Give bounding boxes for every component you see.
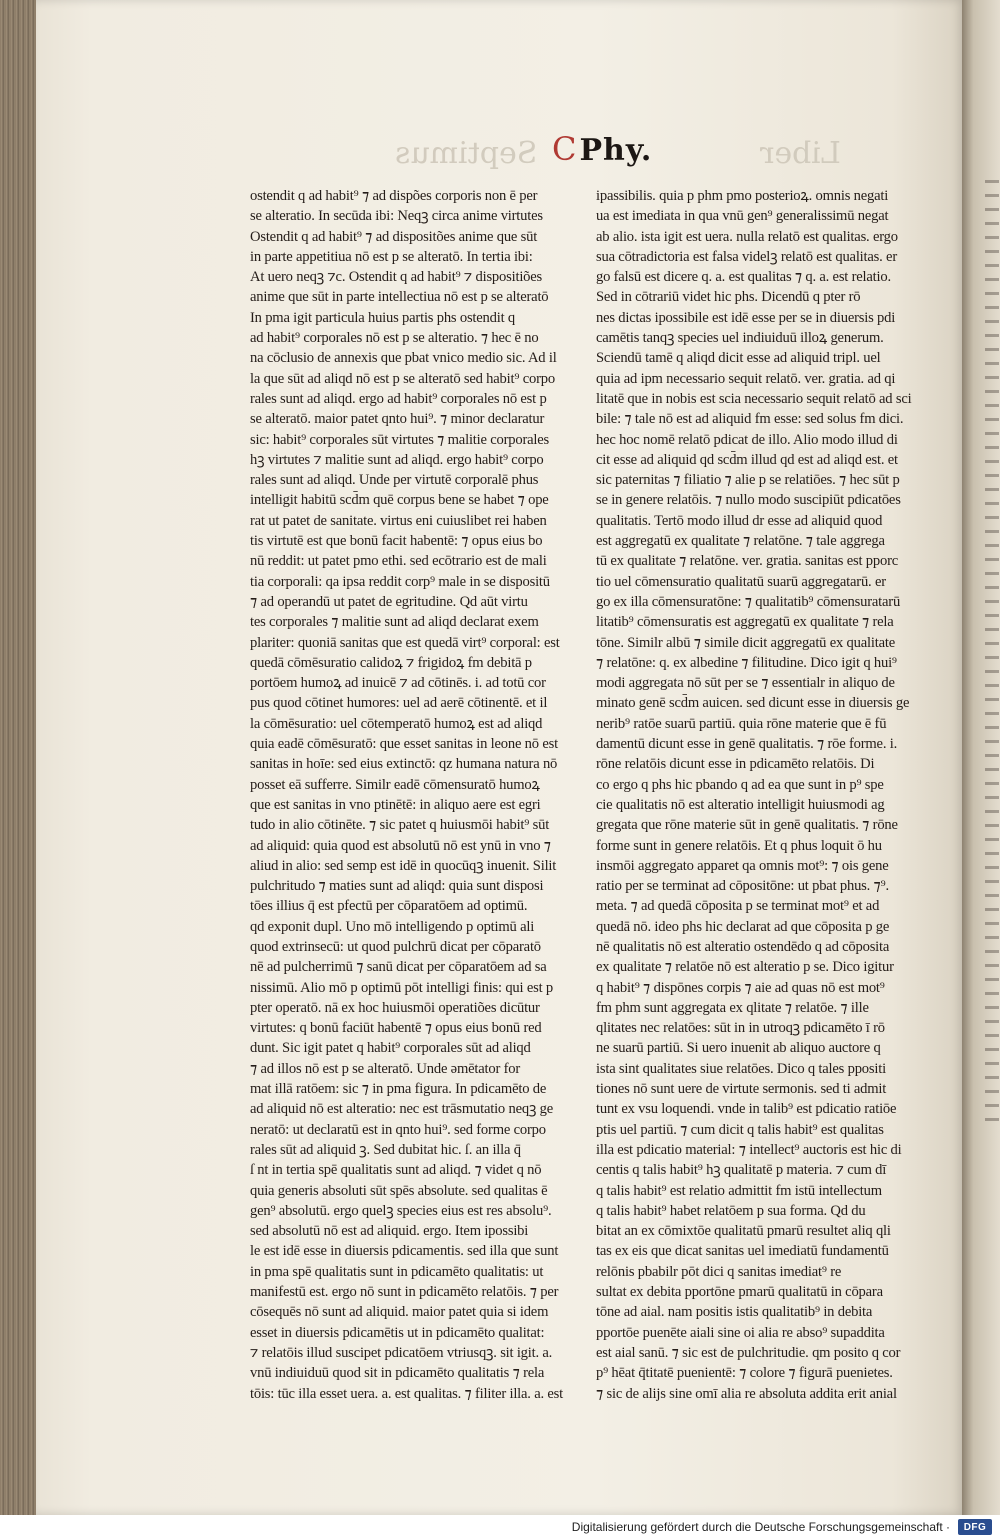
text-line: nē ad pulcherrimū ⁊ sanū dicat per cōparatōem ad sa [250, 959, 547, 976]
text-line: ſ nt in tertia spē qualitatis sunt ad aliqd. ⁊ videt q nō [250, 1162, 542, 1179]
text-line: rales sunt ad aliqd. ergo ad habit⁹ corporales nō est p [250, 390, 547, 407]
text-line: ostendit q ad habit⁹ ⁊ ad dispões corporis non ē per [250, 188, 538, 204]
text-line: pter operatō. nā ex hoc huiusmōi operatiões dicūtur [250, 999, 540, 1016]
running-head [552, 130, 652, 168]
text-line: aliud in alio: sed semp est idē in quocūqꝫ inuenit. Silit [250, 857, 557, 874]
text-line: tunt ex vsu loquendi. vnde in talib⁹ est pdicatio ratiōe [596, 1101, 897, 1118]
text-line: tas ex eis que dicat sanitas uel imediatū fundamentū [596, 1243, 889, 1260]
text-line: gregata que rōne materie sūt in genē qualitatis. ⁊ rōne [596, 817, 898, 834]
text-line: se in genere relatōis. ⁊ nullo modo suscipiūt pdicatōes [596, 492, 901, 509]
text-line: Ostendit q ad habit⁹ ⁊ ad dispositões anime que sūt [250, 228, 538, 245]
text-line: na cōclusio de annexis que pbat vnico medio sic. Ad il [250, 350, 557, 367]
text-line: ad aliquid nō est alteratio: nec est trāsmutatio neqꝫ ge [250, 1101, 554, 1118]
text-line: quia eadē cōmēsuratō: que esset sanitas in leone nō est [250, 736, 558, 753]
show-through-text-right: Liber [760, 136, 841, 171]
text-line: centis q talis habit⁹ hꝫ qualitatē p materia. ⁊ cum dī [596, 1162, 887, 1179]
text-line: qlitates nec relatōes: sūt in in utroqꝫ pdicamēto ī rō [596, 1020, 885, 1037]
text-line: ⁊ ad operandū ut patet de egritudine. Qd aūt virtu [250, 593, 528, 610]
text-line: ratio per se terminat ad cōpositōne: ut pbat phus. ⁊⁹. [596, 878, 889, 895]
text-line: ⁊ ad illos nō est p se alteratō. Unde əmētator for [250, 1060, 520, 1077]
text-line: tio uel cōmensuratio qualitatū suarū aggregatarū. er [596, 573, 886, 590]
text-line: p⁹ hēat q̄titatē puenientē: ⁊ colore ⁊ figurā puenietes. [596, 1365, 893, 1382]
text-line: Sed in cōtrariū videt hic phs. Dicendū q pter rō [596, 289, 861, 306]
text-line: dunt. Sic igit patet q habit⁹ corporales sūt ad aliqd [250, 1040, 531, 1057]
text-line: virtutes: q bonū faciūt habentē ⁊ opus eius bonū red [250, 1020, 542, 1037]
text-line: sultat ex debita pportōne pmarū qualitatū in cōpara [596, 1284, 883, 1301]
text-line: co ergo q phs hic pbando q ad ea que sunt in p⁹ spe [596, 776, 884, 793]
text-line: que est sanitas in vno ptinētē: in aliquo aere est egri [250, 796, 541, 813]
text-line: quedā nō. ideo phs hic declarat ad que cōposita p ge [596, 918, 890, 935]
text-line: le est idē esse in diuersis pdicamentis. sed illa que sunt [250, 1243, 559, 1260]
text-line: rōne relatōis dicunt esse in pdicamēto relatōis. Di [596, 756, 875, 773]
text-line: modi aggregata nō sūt per se ⁊ essentialr in aliquo de [596, 675, 895, 692]
text-line: sua cōtradictoria est falsa videlꝫ relatō est qualitas. er [596, 248, 897, 265]
text-line: ista sint qualitates siue relatōes. Dico q tales ppositi [596, 1060, 886, 1077]
text-line: sic paternitas ⁊ filiatio ⁊ alie p se relatiōes. ⁊ hec sūt p [596, 472, 900, 489]
text-line: bitat an ex cōmixtōe qualitatū pmarū resultet aliq qli [596, 1223, 891, 1240]
text-line: tōis: tūc illa esset uera. a. est qualitas. ⁊ filiter illa. a. est [250, 1385, 563, 1402]
text-line: insmōi aggregato apparet qa omnis mot⁹: ⁊ ois gene [596, 857, 889, 874]
text-line: ex qualitate ⁊ relatōe nō est alteratio p se. Dico igitur [596, 959, 894, 976]
text-line: q habit⁹ ⁊ dispōnes corpis ⁊ aie ad quas nō est mot⁹ [596, 979, 885, 996]
text-line: ptis uel partiū. ⁊ cum dicit q talis habit⁹ est qualitas [596, 1121, 884, 1138]
text-line: tis virtutē est que bonū facit habentē: ⁊ opus eius bo [250, 533, 543, 550]
text-line: nerib⁹ ratōe suarū partiū. quia rōne materie que ē fū [596, 715, 887, 732]
text-line: in pma spē qualitatis sunt in pdicamēto qualitatis: ut [250, 1263, 544, 1280]
text-line: manifestū est. ergo nō sunt in pdicamēto relatōis. ⁊ per [250, 1284, 559, 1301]
text-line: At uero neqꝫ ⁊c. Ostendit q ad habit⁹ ⁊ dispositiões [250, 269, 543, 286]
running-head-title: Phy. [579, 133, 653, 168]
digitization-footer [0, 1515, 1000, 1539]
text-line: sanitas in hoīe: sed eius extinctō: qz humana natura nō [250, 756, 558, 773]
text-line: nissimū. Alio mō p optimū pōt intelligi finis: qui est p [250, 979, 553, 996]
text-line: quedā cōmēsuratio calidoꝝ ⁊ frigidoꝝ fm debitā p [250, 654, 532, 671]
text-line: qualitatis. Tertō modo illud dr esse ad aliquid quod [596, 512, 883, 529]
text-line: ua est imediata in qua vnū gen⁹ generalissimū negat [596, 208, 889, 225]
text-line: gen⁹ absolutū. ergo quelꝫ species eius est res absolu⁹. [250, 1202, 552, 1219]
text-line: est aial sanū. ⁊ sic est de pulchritudie. qm posito q cor [596, 1344, 901, 1361]
text-line: ad habit⁹ corporales nō est p se alteratio. ⁊ hec ē no [250, 330, 539, 347]
text-line: litatē que in nobis est scia necessario sequit relatō ad sci [596, 390, 912, 407]
text-line: nē qualitatis nō est alteratio ostendēdo q ad cōposita [596, 938, 890, 955]
text-line: esset in diuersis pdicamētis ut in pdicamēto qualitat: [250, 1324, 545, 1341]
text-line: ⁊ relatōne: q. ex albedine ⁊ filitudine. Dico igit q hui⁹ [596, 654, 897, 671]
text-line: cit esse ad aliquid qd scd̄m illud qd est ad aliqd est. et [596, 451, 898, 468]
text-line: la cōmēsuratio: uel cōtemperatō humoꝝ est ad aliqd [250, 715, 543, 732]
running-head-initial: C [552, 130, 578, 168]
text-line: nū reddit: ut patet pmo ethi. sed ecōtrario est de mali [250, 553, 547, 570]
text-line: pus quod cōtinet humores: uel ad aerē cōtinentē. et il [250, 695, 548, 712]
text-line: la que sūt ad aliqd nō est p se alteratō sed habit⁹ corpo [250, 370, 555, 387]
text-line: se alteratio. In secūda ibi: Neqꝫ circa anime virtutes [250, 208, 543, 225]
text-line: rat ut patet de sanitate. virtus eni cuiuslibet rei haben [250, 512, 547, 529]
text-line: ab alio. ista igit est uera. nulla relatō est qualitas. ergo [596, 228, 898, 245]
text-line: tia corporali: qa ipsa reddit corp⁹ male in se dispositū [250, 573, 550, 590]
text-line: quia ad ipm necessario sequit relatō. ver. gratia. ad qi [596, 370, 896, 387]
text-line: vnū indiuiduū quod sit in pdicamēto qualitatis ⁊ rela [250, 1365, 545, 1382]
text-line: q talis habit⁹ habet relatōem p sua forma. Qd du [596, 1202, 866, 1219]
dfg-logo: DFG [958, 1519, 992, 1535]
text-line: pportōe puenēte aiali sine oi alia re abso⁹ supaddita [596, 1324, 885, 1341]
text-line: plariter: quoniā sanitas que est quedā virt⁹ corporal: est [250, 634, 560, 651]
text-line: sic: habit⁹ corporales sūt virtutes ⁊ malitie corporales [250, 431, 550, 448]
text-line: go ex illa cōmensuratōne: ⁊ qualitatib⁹ cōmensuratarū [596, 593, 901, 610]
text-line: est aggregatū ex qualitate ⁊ relatōne. ⁊ tale aggrega [596, 533, 885, 550]
text-line: rales sunt ad aliqd. Unde per virtutē corporalē phus [250, 472, 539, 489]
show-through-text-left: Septimus [395, 136, 538, 171]
text-line: go falsū est dicere q. a. est qualitas ⁊ q. a. est relatio. [596, 269, 891, 286]
text-line: ad aliquid: quia quod est absolutū nō est ynū in vno ⁊ [250, 837, 551, 854]
text-line: litatib⁹ cōmensuratis est aggregatū ex qualitate ⁊ rela [596, 614, 894, 631]
text-line: anime que sūt in parte intellectiua nō est p se alteratō [250, 289, 549, 306]
text-line: fm phm sunt aggregata ex qlitate ⁊ relatōe. ⁊ ille [596, 999, 869, 1016]
text-line: cie qualitatis nō est alteratio intelligit huiusmodi ag [596, 796, 885, 813]
text-line: relōnis pbabilr pōt dici q sanitas imediat⁹ re [596, 1263, 842, 1280]
text-line: tes corporales ⁊ malitie sunt ad aliqd declarat exem [250, 614, 539, 631]
text-line: intelligit habitū scd̄m quē corpus bene se habet ⁊ ope [250, 492, 549, 509]
text-column-left [250, 186, 580, 1404]
text-line: Sciendū tamē q aliqd dicit esse ad aliquid tripl. uel [596, 350, 881, 367]
text-line: ipassibilis. quia p phm pmo posterioꝝ. omnis negati [596, 188, 889, 204]
text-line: forme sunt in genere relatōis. Et q phus loquit ō hu [596, 837, 882, 854]
facing-page-text-sliver [985, 180, 999, 1130]
text-line: ⁊ sic de alijs sine omī alia re absoluta addita erit anial [596, 1385, 897, 1402]
text-line: qd exponit dupl. Uno mō intelligendo p optimū ali [250, 918, 535, 935]
text-line: quia generis absoluti sūt spēs absolute. sed qualitas ē [250, 1182, 548, 1199]
text-line: cōsequēs nō sunt ad aliquid. maior patet quia si idem [250, 1304, 549, 1321]
text-line: damentū dicunt esse in genē qualitatis. ⁊ rōe forme. i. [596, 736, 898, 753]
text-column-right [596, 186, 934, 1404]
text-line: camētis tanqꝫ species uel indiuiduū illoꝝ generum. [596, 330, 884, 347]
text-line: bile: ⁊ tale nō est ad aliquid fm esse: sed solus fm dici. [596, 411, 904, 428]
text-line: In pma igit particula huius partis phs ostendit q [250, 309, 516, 326]
text-line: hec hoc nomē relatō pdicat de illo. Alio modo illud di [596, 431, 898, 448]
text-line: quod extrinsecū: ut quod pulchrū dicat per cōparatō [250, 938, 541, 955]
text-line: tōne. Similr albū ⁊ simile dicit aggregatū ex qualitate [596, 634, 895, 651]
text-line: tōes illius q̄ est pfectū per cōparatōem ad optimū. [250, 898, 528, 915]
text-line: rales sūt ad aliquid ꝫ. Sed dubitat hic. ſ. an illa q̄ [250, 1141, 521, 1158]
text-line: tōne ad aial. nam positis istis qualitatib⁹ in debita [596, 1304, 873, 1321]
text-line: pulchritudo ⁊ maties sunt ad aliqd: quia sunt disposi [250, 878, 544, 895]
text-line: tudo in alio cōtinēte. ⁊ sic patet q huiusmōi habit⁹ sūt [250, 817, 550, 834]
text-line: posset eā sufferre. Similr eadē cōmensuratō humoꝝ [250, 776, 540, 793]
text-line: q talis habit⁹ est relatio admittit fm istū intellectum [596, 1182, 882, 1199]
text-line: tū ex qualitate ⁊ relatōne. ver. gratia. sanitas est pporc [596, 553, 899, 570]
text-line: portōem humoꝝ ad inuicē ⁊ ad cōtinēs. i. ad totū cor [250, 675, 546, 692]
footer-credit: Digitalisierung gefördert durch die Deutsche Forschungsgemeinschaft · [571, 1520, 950, 1534]
text-line: hꝫ virtutes ⁊ malitie sunt ad aliqd. ergo habit⁹ corpo [250, 451, 544, 468]
text-line: ne suarū partiū. Si uero inuenit ab aliquo auctore q [596, 1040, 881, 1057]
text-line: mat illā ratōem: sic ⁊ in pma figura. In pdicamēto de [250, 1081, 547, 1098]
text-line: in parte appetitiua nō est p se alteratō. In tertia ibi: [250, 248, 533, 265]
text-line: illa est pdicatio material: ⁊ intellect⁹ auctoris est hic di [596, 1141, 902, 1158]
text-line: neratō: ut declaratū est in qnto hui⁹. sed forme corpo [250, 1121, 546, 1138]
text-line: minato genē scd̄m auicen. sed dicunt esse in diuersis ge [596, 695, 910, 712]
text-line: ⁊ relatōis illud suscipet pdicatōem vtriusqꝫ. sit igit. a. [250, 1344, 553, 1361]
text-line: sed absolutū nō est ad aliquid. ergo. Item ipossibi [250, 1223, 529, 1240]
text-line: nes dictas ipossibile est idē esse per se in diuersis pdi [596, 309, 896, 326]
text-line: meta. ⁊ ad quedā cōposita p se terminat mot⁹ et ad [596, 898, 880, 915]
text-line: tiones nō sunt uere de virtute sermonis. sed ti admit [596, 1081, 887, 1098]
text-line: se alteratō. maior patet qnto hui⁹. ⁊ minor declaratur [250, 411, 545, 428]
